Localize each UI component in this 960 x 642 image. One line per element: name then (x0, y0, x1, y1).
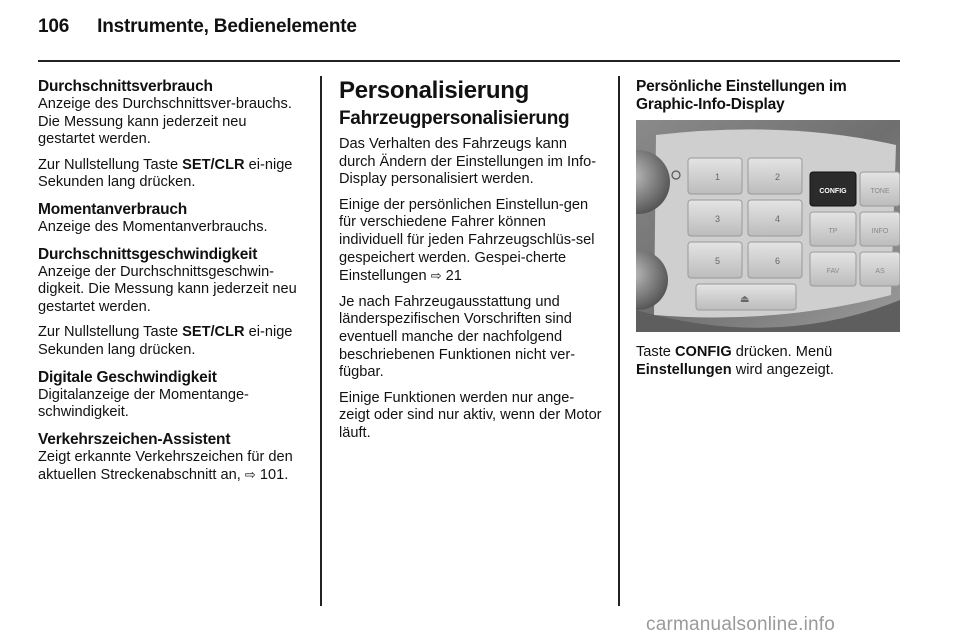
text: wird angezeigt. (731, 361, 834, 378)
fav-button-label: FAV (826, 268, 840, 275)
page-reference-arrow-icon: ⇨ (244, 467, 256, 483)
column-1 (38, 78, 306, 494)
button-name: SET/CLR (182, 156, 245, 173)
paragraph (38, 157, 306, 192)
button-6-label: 6 (775, 256, 781, 266)
section-heading: Persönliche Einstellungen im Graphic-Info-Display (636, 78, 847, 113)
tone-button-label: TONE (870, 188, 890, 195)
column-divider-1 (320, 76, 322, 606)
button-name: CONFIG (674, 344, 732, 360)
button-name: SET/CLR (182, 324, 245, 341)
button-5-label: 5 (715, 256, 721, 266)
button-2-label: 2 (775, 172, 781, 182)
text: Zur Nullstellung Taste (38, 324, 183, 341)
section-durchschnittsverbrauch (38, 78, 306, 192)
paragraph: Anzeige des Durchschnittsver-brauchs. Die Messung kann jederzeit neu gestartet werden. (38, 96, 292, 148)
button-4-label: 4 (775, 214, 781, 224)
text: ei-nige Sekunden lang drücken. (38, 324, 293, 358)
column-divider-2 (618, 76, 620, 606)
as-button-label: AS (875, 268, 885, 275)
section-heading: Fahrzeugpersonalisierung (339, 108, 570, 129)
text: drücken. Menü (731, 344, 833, 360)
paragraph (38, 324, 306, 359)
eject-icon: ⏏ (740, 294, 750, 305)
text: Taste (636, 344, 675, 360)
text: Zeigt erkannte Verkehrszeichen für den aktuellen Streckenabschnitt an, (38, 448, 293, 484)
paragraph (38, 449, 306, 485)
section-heading: Durchschnittsverbrauch (38, 78, 213, 95)
section-heading: Durchschnittsgeschwindigkeit (38, 245, 258, 263)
page-header (38, 16, 357, 38)
button-3-label: 3 (715, 214, 721, 224)
paragraph: Anzeige des Momentanverbrauchs. (38, 218, 268, 235)
tp-button-label: TP (828, 228, 838, 235)
section-heading: Momentanverbrauch (38, 200, 188, 218)
text: Einige der persönlichen Einstellun-gen für verschiedene Fahrer können individuell für jeden Fahrzeugschlüs-sel gespeichert werden. Gespei-cherte Einstellungen (339, 196, 595, 285)
section-heading: Digitale Geschwindigkeit (38, 368, 217, 386)
section-digitale-geschwindigkeit (38, 369, 306, 422)
info-button-label: INFO (871, 228, 889, 235)
watermark: carmanualsonline.info (646, 614, 836, 635)
text: ei-nige Sekunden lang drücken. (38, 156, 293, 191)
menu-name: Einstellungen (636, 361, 732, 378)
column-2 (339, 78, 604, 451)
page-number: 106 (38, 16, 70, 37)
chapter-title: Instrumente, Bedienelemente (97, 16, 357, 37)
header-rule (38, 60, 900, 62)
paragraph: Je nach Fahrzeugausstattung und länderspezifischen Vorschriften sind eventuell manche der nachfolgend beschriebenen Funktionen nicht ver-fügbar. (339, 293, 576, 381)
caption (636, 344, 900, 379)
column-3 (636, 78, 900, 387)
paragraph: Digitalanzeige der Momentange-schwindigkeit. (38, 386, 249, 421)
section-heading: Verkehrszeichen-Assistent (38, 430, 231, 448)
page-reference[interactable]: 21 (445, 268, 462, 285)
section-durchschnittsgeschwindigkeit (38, 246, 306, 360)
text: Zur Nullstellung Taste (38, 156, 183, 173)
control-panel-photo (636, 120, 900, 332)
button-1-label: 1 (715, 172, 721, 182)
section-verkehrszeichen-assistent (38, 431, 306, 485)
config-button-label: CONFIG (819, 188, 847, 195)
page-reference-arrow-icon: ⇨ (430, 268, 442, 284)
section-momentanverbrauch (38, 201, 306, 237)
page-reference[interactable]: 101. (259, 467, 289, 484)
paragraph (339, 197, 604, 286)
paragraph: Einige Funktionen werden nur ange-zeigt oder sind nur aktiv, wenn der Motor läuft. (339, 389, 602, 441)
chapter-heading: Personalisierung (339, 77, 529, 104)
paragraph: Anzeige der Durchschnittsgeschwin-digkeit. Die Messung kann jederzeit neu gestartet werden. (38, 263, 297, 315)
paragraph: Das Verhalten des Fahrzeugs kann durch Ändern der Einstellungen im Info-Display personalisiert werden. (339, 136, 597, 188)
